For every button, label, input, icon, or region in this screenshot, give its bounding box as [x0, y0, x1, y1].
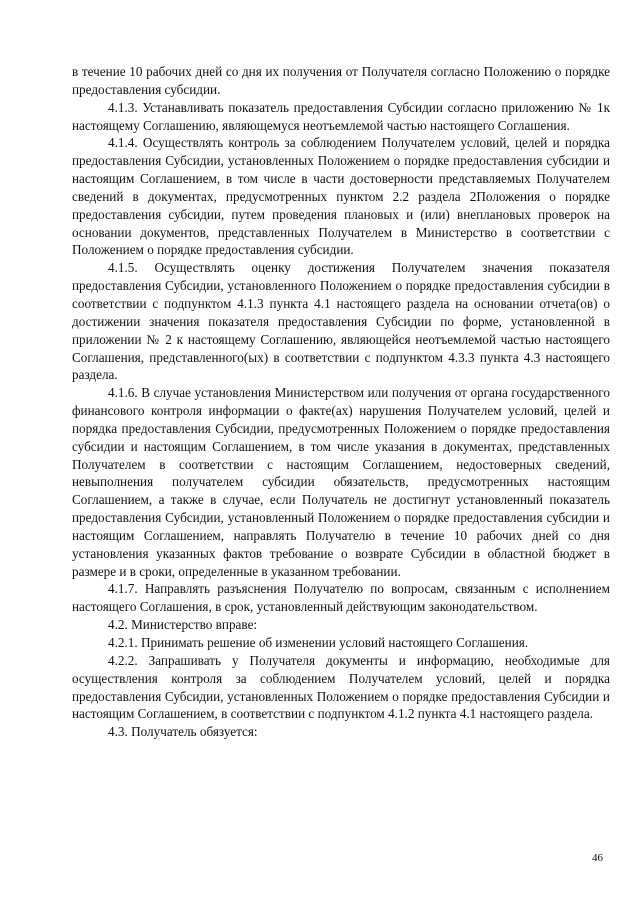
paragraph-4-2-2: 4.2.2. Запрашивать у Получателя документы и информацию, необходимые для осуществления контроля за соблюдением Получателем условий, целей и порядка предоставления Субсидии, установленных Положением о порядке предоставления Субсидии и настоящим Соглашением, в соответствии с подпунктом 4.1.2 пункта 4.1 настоящего раздела.: [72, 652, 610, 722]
paragraph-4-1-4: 4.1.4. Осуществлять контроль за соблюдением Получателем условий, целей и порядка предоставления Субсидии, установленных Положением о порядке предоставления субсидии и настоящим Соглашением, в том числе в части достоверности представляемых Получателем сведений в документах, предусмотренных пунктом 2.2 раздела 2Положения о порядке предоставления субсидии, путем проведения плановых и (или) внеплановых проверок на основании документов, представленных Получателем в Министерство в соответствии с Положением о порядке предоставления субсидии.: [72, 135, 610, 258]
paragraph-4-1-7: 4.1.7. Направлять разъяснения Получателю по вопросам, связанным с исполнением настоящего Соглашения, в срок, установленный действующим законодательством.: [72, 581, 610, 615]
paragraph-4-2: 4.2. Министерство вправе:: [108, 617, 258, 633]
paragraph-4-1-5: 4.1.5. Осуществлять оценку достижения Получателем значения показателя предоставления Субсидии, установленного Положением о порядке предоставления субсидии в соответствии с подпунктом 4.1.3 пункта 4.1 настоящего раздела на основании отчета(ов) о достижении значения показателя предоставления Субсидии по форме, установленной в приложении № 2 к настоящему Соглашению, являющейся неотъемлемой частью настоящего Соглашения, представленного(ых) в соответствии с подпунктом 4.3.3 пункта 4.3 настоящего раздела.: [72, 260, 610, 383]
page-number: 46: [592, 852, 603, 864]
paragraph-4-2-1: 4.2.1. Принимать решение об изменении условий настоящего Соглашения.: [108, 635, 529, 650]
paragraph-4-1-6: 4.1.6. В случае установления Министерством или получения от органа государственного финансового контроля информации о факте(ах) нарушения Получателем условий, целей и порядка предоставления Субсидии, предусмотренных Положением о порядке предоставления субсидии и настоящим Соглашением, в том числе указания в документах, представленных Получателем в соответствии с настоящим Соглашением, недостоверных сведений, невыполнения получателем субсидии обязательств, предусмотренных настоящим Соглашением, а также в случае, если Получатель не достигнут установленный показатель предоставления Субсидии, установленный Положением о порядке предоставления субсидии и настоящим Соглашением, направлять Получателю в течение 10 рабочих дней со дня установления указанных фактов требование о возврате Субсидии в областной бюджет в размере и в сроки, определенные в указанном требовании.: [72, 385, 610, 579]
paragraph-4-1-3: 4.1.3. Устанавливать показатель предоставления Субсидии согласно приложению № 1к настоящему Соглашению, являющемуся неотъемлемой частью настоящего Соглашения.: [72, 99, 610, 133]
document-body: [72, 63, 610, 741]
paragraph-4-3: 4.3. Получатель обязуется:: [108, 724, 258, 740]
paragraph-continuation: в течение 10 рабочих дней со дня их получения от Получателя согласно Положению о порядке предоставления субсидии.: [72, 64, 610, 97]
